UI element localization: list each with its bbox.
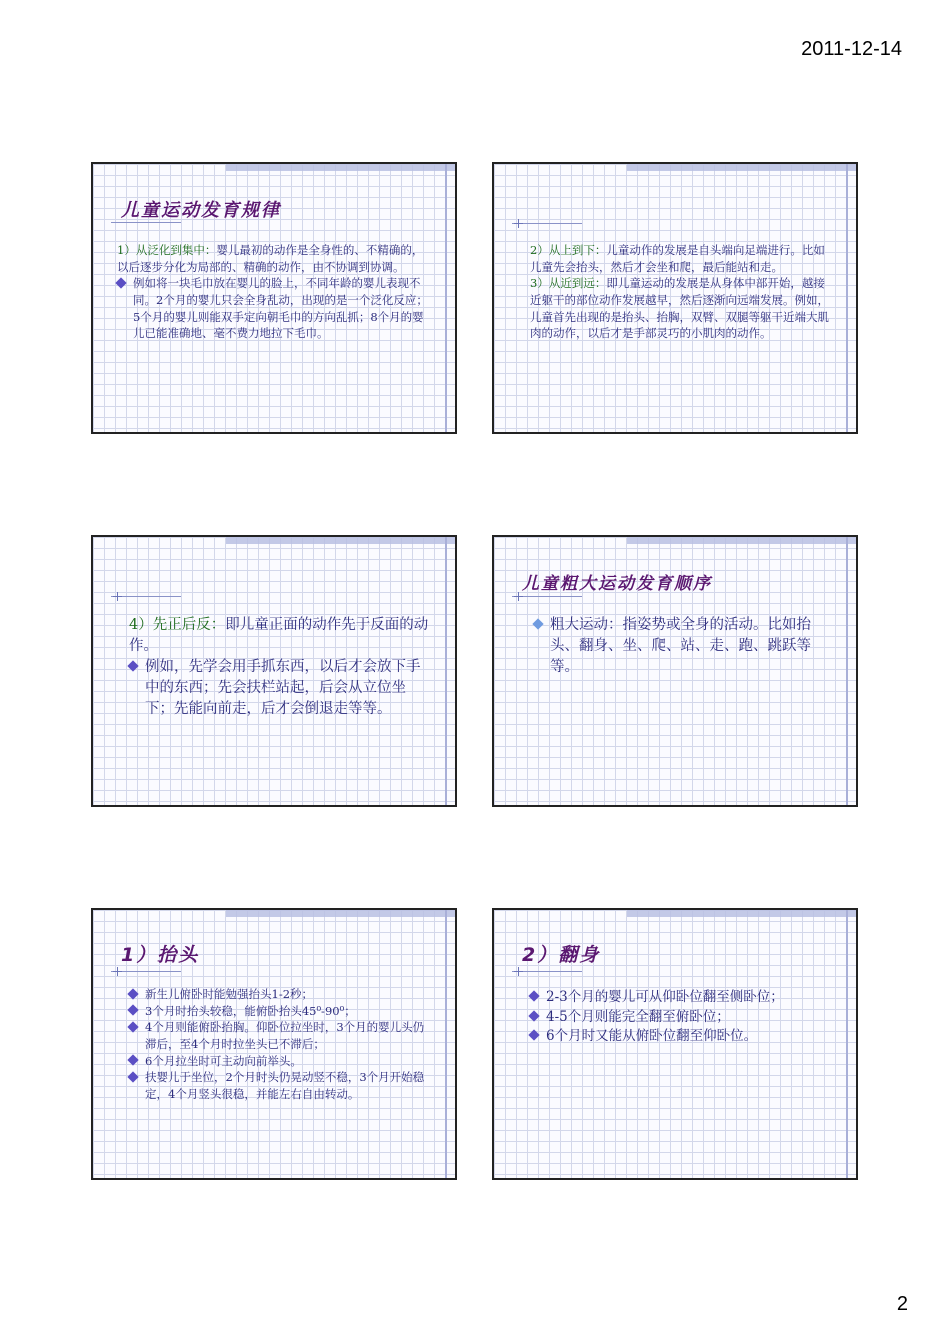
slide-5 [91,908,457,1180]
slide-decor-bar [226,537,455,544]
list-item [129,986,433,1003]
slide-decor-line [846,164,848,432]
item-highlight: 4）先正后反： [129,617,226,633]
item-text: 3个月时抬头较稳，能俯卧抬头45⁰-90⁰； [145,1003,356,1018]
list-item [530,988,834,1008]
slide-decor-rule [111,222,181,223]
list-item [534,615,834,678]
item-text: 新生儿俯卧时能勉强抬头1-2秒； [145,987,314,1001]
diamond-bullet-icon [127,988,138,999]
slide-decor-line [846,910,848,1178]
diamond-bullet-icon [127,1005,138,1016]
item-highlight: 3）从近到远： [530,276,607,291]
list-item [129,1069,433,1102]
slide-1 [91,162,457,434]
list-item [530,1008,834,1028]
slide-4 [492,535,858,807]
item-text: 儿童动作的发展是自头端向足端进行。比如儿童先会抬头，然后才会坐和爬，最后能站和走。 [530,243,825,274]
slide-body [530,988,834,1047]
item-text: 婴儿最初的动作是全身性的、不精确的，以后逐步分化为局部的、精确的动作，由不协调到协调。 [117,243,424,274]
slide-body [534,615,834,678]
list-item [530,1027,834,1047]
item-text: 6个月拉坐时可主动向前举头。 [145,1053,302,1068]
item-highlight: 1）从泛化到集中： [117,243,217,257]
slide-body [117,242,433,342]
diamond-bullet-icon [528,991,539,1002]
slide-body [530,242,834,342]
crosshair-icon [514,219,523,228]
slide-body [129,615,431,720]
list-item [117,242,433,275]
list-item [117,275,433,342]
item-text: 6个月时又能从俯卧位翻至仰卧位。 [546,1028,758,1045]
item-text: 粗大运动：指姿势或全身的活动。比如抬头、翻身、坐、爬、站、走、跑、跳跃等等。 [550,617,811,676]
item-highlight: 2）从上到下： [530,243,607,257]
slide-decor-bar [627,164,856,171]
list-item [129,1019,433,1052]
slide-title: 2）翻身 [522,944,601,966]
list-item [129,615,431,657]
crosshair-icon [113,967,122,976]
page-number: 2 [896,1293,908,1315]
diamond-bullet-icon [127,1071,138,1082]
slide-3 [91,535,457,807]
slide-title: 儿童粗大运动发育顺序 [522,574,712,594]
diamond-bullet-icon [528,1010,539,1021]
slide-body [129,986,433,1103]
slide-decor-bar [226,164,455,171]
item-text: 2-3个月的婴儿可从仰卧位翻至侧卧位； [546,989,784,1005]
slide-decor-bar [627,910,856,917]
diamond-bullet-icon [127,1021,138,1032]
item-text: 4-5个月则能完全翻至俯卧位； [546,1008,730,1025]
list-item [530,275,834,342]
list-item [530,242,834,275]
slide-title: 1）抬头 [121,944,200,966]
list-item [129,657,431,720]
slide-2 [492,162,858,434]
slide-title: 儿童运动发育规律 [121,200,281,221]
slide-decor-bar [226,910,455,917]
item-text: 例如将一块毛巾放在婴儿的脸上，不同年龄的婴儿表现不同。2个月的婴儿只会全身乱动，出现的是一个泛化反应；5个月的婴儿则能双手定向朝毛巾的方向乱抓；8个月的婴儿已能准确地、毫不费力地拉下毛巾。 [133,276,428,341]
item-text: 即儿童运动的发展是从身体中部开始，越接近躯干的部位动作发展越早，然后逐渐向远端发展。例如，儿童首先出现的是抬头、抬胸，双臂、双腿等躯干近端大肌肉的动作，以后才是手部灵巧的小肌肉的动作。 [530,276,829,341]
slide-decor-bar [627,537,856,544]
item-text: 扶婴儿于坐位，2个月时头仍晃动竖不稳，3个月开始稳定，4个月竖头很稳，并能左右自由转动。 [145,1070,425,1102]
slide-decor-line [846,537,848,805]
item-text: 即儿童正面的动作先于反面的动作。 [129,617,429,655]
diamond-bullet-icon [127,1055,138,1066]
diamond-bullet-icon [528,1030,539,1041]
diamond-bullet-icon [115,277,126,288]
slide-6 [492,908,858,1180]
slide-decor-line [445,164,447,432]
crosshair-icon [514,967,523,976]
item-text: 4个月则能俯卧抬胸。仰卧位拉坐时，3个月的婴儿头仍滞后，至4个月时拉坐头已不滞后； [145,1020,425,1052]
slide-decor-line [445,910,447,1178]
diamond-bullet-icon [127,660,138,671]
diamond-bullet-icon [532,618,543,629]
item-text: 例如，先学会用手抓东西，以后才会放下手中的东西；先会扶栏站起，后会从立位坐下；先能向前走，后才会倒退走等等。 [145,659,421,718]
page-date: 2011-12-14 [801,38,902,60]
list-item [129,1053,433,1070]
slide-decor-line [445,537,447,805]
list-item [129,1003,433,1020]
crosshair-icon [113,592,122,601]
